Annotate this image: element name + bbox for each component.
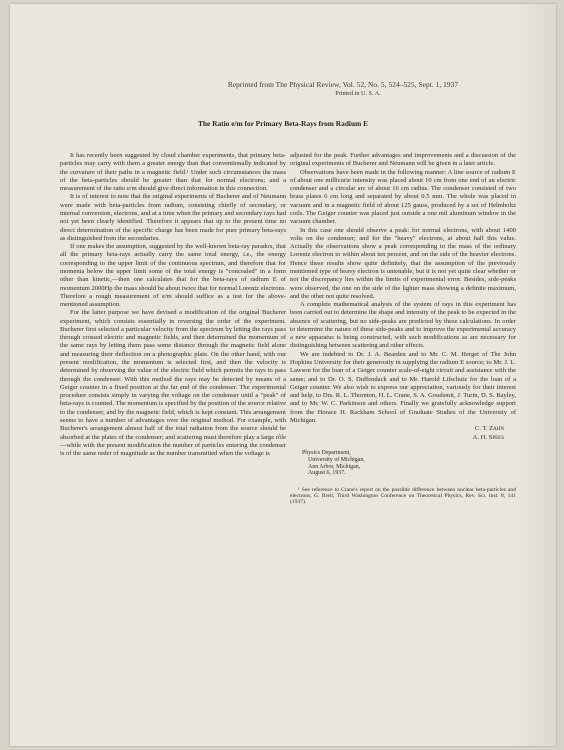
author-name: A. H. Spees: [472, 433, 504, 441]
reprint-line: Reprinted from The Physical Review, Vol. 52, No. 5, 524–525, Sept. 1, 1937: [227, 80, 459, 89]
paragraph: It is of interest to note that the original experiments of Bucherer and of Neumann were made with beta-particles from radium, consisting chiefly of secondary, or internal conversion, electrons, and at a time when the primary and secondary rays had not yet been clearly identified. Therefore it appears that up to the present time no direct determination of the specific charge has been made for pure primary beta-rays as distinguished from the secondaries.: [60, 193, 286, 242]
paragraph: In this case one should observe a peak: for normal electrons, with about 1400 volts on the condenser; and for the "heavy" electrons, at about half this value. Actually the observations show a peak corresponding to the mass of the ordinary Lorentz electron to within about ten percent, and on the side of the heavier electrons. Hence these results show quite definitely, that the assumption of the previously mentioned type of heavy electron is untenable, but it is not yet quite clear whether or not the discrepancy lies within the limits of experimental error. Besides, side-peaks were observed, the one on the side of the lighter mass showing a definite maximum, and the other not quite resolved.: [290, 226, 516, 300]
printed-line: Printed in U. S. A.: [335, 90, 381, 97]
paragraph: For the latter purpose we have devised a modification of the original Bucherer experiment, which consists essentially in reversing the order of the experiment. Bucherer first selected a particular velocity from the spectrum by letting the rays pass through crossed electric and magnetic fields, and then determined the momentum of the same rays by letting them pass some distance through the magnetic field alone and measuring their deflection on a photographic plate. On the other hand, with our present modification, the momentum is selected first, and then the velocity is determined by observing the value of the electric field which permits the rays to pass through the condenser. With this method the rays may be detected by means of a Geiger counter in a fixed position at the far end of the condenser. The experimental procedure consists simply in varying the voltage on the condenser until a "peak" of beta-rays is counted. The momentum is specified by the position of the source relative to the condenser, and by the magnetic field, which is kept constant. This arrangement seems to have a number of advantages over the original method. For example, with Bucherer's arrangement almost half of the total radiation from the source should be absorbed at the plates of the condenser; and scattering must therefore play a large rôle—while with the present modification the number of particles entering the condenser is of the same order of magnitude as the number transmitted when the voltage is: [60, 309, 286, 458]
author-name: C. T. Zahn: [474, 425, 504, 433]
affiliation-line: August 6, 1937.: [308, 470, 346, 477]
paragraph: Observations have been made in the following manner: A line source of radium E of about one millicurie intensity was placed about 10 cm from one end of an electric condenser and a circular arc of about 16 cm radius. The condenser consisted of two brass plates 6 cm long and separated by about 0.5 mm. The whole was placed in vacuum and in a magnetic field of about 125 gauss, produced by a set of Helmholtz coils. The Geiger counter was placed just outside a one mil aluminum window in the vacuum chamber.: [290, 168, 516, 226]
right-column: [290, 152, 516, 506]
affiliation: [290, 450, 516, 476]
footnote: ¹ See reference to Crane's report on the possible difference between nuclear beta-particles and electrons, G. Breit, Third Washington Conference on Theoretical Physics, Rev. Sci. Inst. 8, 141 (1937).: [290, 486, 516, 506]
paragraph: A complete mathematical analysis of the system of rays in this experiment has been carried out to determine the shape and intensity of the peak to be expected in the absence of scattering, but no side-peaks are predicted by these calculations. In order to determine the nature of these side-peaks and to improve the experimental accuracy a new apparatus is being constructed, with such modifications as are necessary for distinguishing between scattering and other effects.: [290, 301, 516, 350]
affiliation-line: Ann Arbor, Michigan,: [308, 463, 361, 470]
paragraph: We are indebted to Dr. J. A. Bearden and to Mr. C. M. Herget of The John Hopkins University for their generosity in supplying the radium E source; to Mr. J. L. Lawson for the loan of a Geiger counter scale-of-eight circuit and assistance with the same; and to Dr. O. S. Duffendack and to Mr. Harold Lifschutz for the loan of a Geiger counter. We also wish to express our appreciation, variously for their interest and help, to Drs. R. L. Thornton, H. L. Crane, S. A. Goudsmit, J. Turin, D. S. Bayley, and to Mr. W. C. Parkinson and others. Finally we gratefully acknowledge support from the Horace H. Rackham School of Graduate Studies of the University of Michigan.: [290, 350, 516, 424]
left-column: [60, 152, 286, 458]
paragraph: If one makes the assumption, suggested by the well-known beta-ray paradox, that all the primary beta-rays actually carry the same total energy, i.e., the energy corresponding to the upper limit of the continuous spectrum, and therefore that for momenta below the upper limit some of the total energy is "concealed" in a form other than kinetic,—then one calculates that for the beta-rays of radium E of momentum 2000Hρ the mass should be about twice that for normal Lorentz electrons. Therefore a rough measurement of e/m should suffice as a test for the above-mentioned assumption.: [60, 243, 286, 309]
reprint-header: [10, 80, 556, 89]
affiliation-line: Physics Department,: [302, 450, 351, 457]
paragraph: It has recently been suggested by cloud chamber experiments, that primary beta-particles may carry with them a greater energy than that conventionally indicated by the curvature of their paths in a magnetic field.¹ Under such circumstances the mass of the beta-particles should be greater than that for normal electrons; and a measurement of the ratio e/m should give direct information in this connection.: [60, 152, 286, 193]
paper-page: [10, 4, 556, 746]
printed-in-line: [10, 90, 556, 97]
affiliation-line: University of Michigan,: [308, 457, 365, 464]
article-title: The Ratio e/m for Primary Beta-Rays from Radium E: [197, 119, 369, 128]
page-edge-shading: [516, 4, 556, 746]
signature-block: [290, 425, 516, 442]
paragraph: adjusted for the peak. Further advantages and improvements and a discussion of the original experiments of Bucherer and Neumann will be given in a later article.: [290, 152, 516, 168]
